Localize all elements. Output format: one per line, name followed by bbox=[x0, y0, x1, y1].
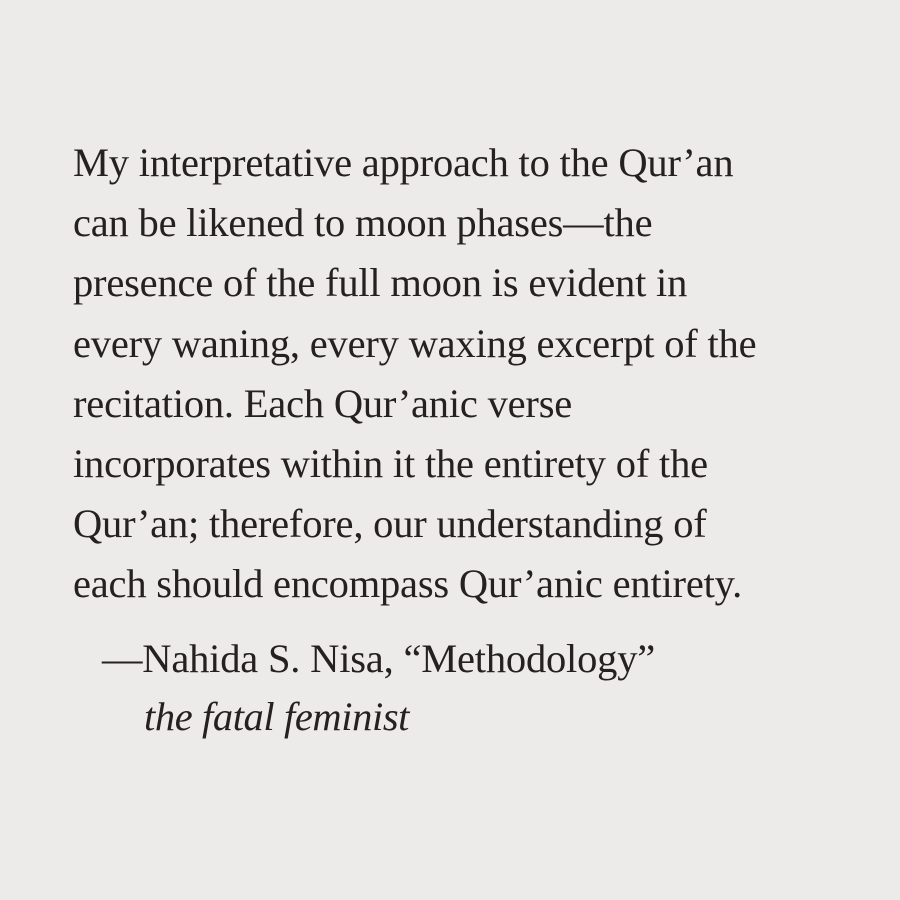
quote-text bbox=[73, 133, 873, 615]
quote-line-5: recitation. Each Qur’anic verse bbox=[73, 380, 573, 426]
quote-line-3: presence of the full moon is evident in bbox=[73, 260, 688, 306]
quote-line-2: can be likened to moon phases—the bbox=[73, 200, 653, 246]
quote-line-8: each should encompass Qur’anic entirety. bbox=[73, 561, 743, 607]
quote-line-1: My interpretative approach to the Qur’an bbox=[73, 140, 734, 185]
quote-line-7: Qur’an; therefore, our understanding of bbox=[73, 501, 707, 547]
quote-attribution: —Nahida S. Nisa, “Methodology” bbox=[102, 636, 656, 681]
quote-line-6: incorporates within it the entirety of the bbox=[73, 441, 708, 487]
quote-line-4: every waning, every waxing excerpt of the bbox=[73, 320, 757, 366]
quote-source-title: the fatal feminist bbox=[144, 694, 410, 739]
